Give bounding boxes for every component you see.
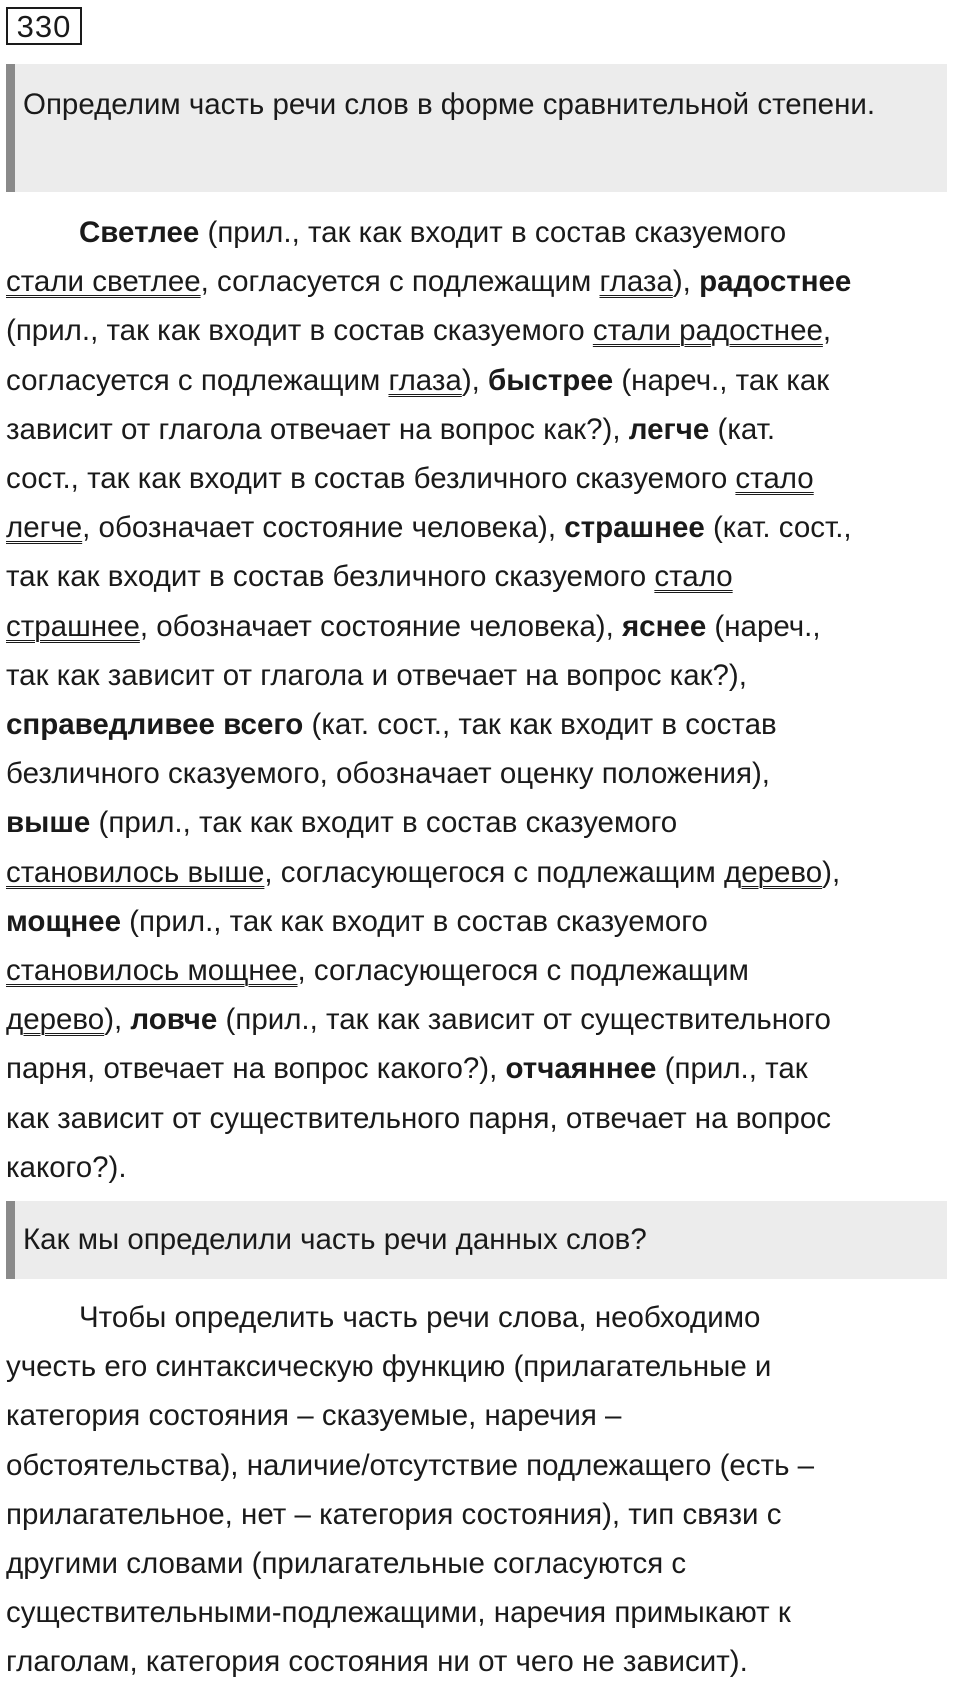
text-run: ), <box>461 363 489 397</box>
answer-2-paragraph <box>6 1293 954 1687</box>
underlined-predicate: глаза <box>599 265 673 299</box>
text-run: зависит от глагола отвечает на вопрос как?), <box>6 412 629 446</box>
answer-2-line: существительными-подлежащими, наречия примыкают к <box>6 1596 791 1630</box>
text-run: (прил., так как зависит от существительного <box>217 1003 831 1037</box>
answer-1-line <box>6 848 954 897</box>
answer-2-line: Чтобы определить часть речи слова, необходимо <box>79 1301 761 1334</box>
answer-1-line <box>6 1044 954 1093</box>
answer-1-paragraph <box>6 208 954 1192</box>
underlined-predicate: дерево <box>723 855 823 889</box>
text-run: (прил., так как входит в состав сказуемого <box>120 904 708 938</box>
text-run: (прил., так как входит в состав сказуемого <box>90 806 678 840</box>
task-number: 330 <box>6 7 82 45</box>
text-run: как зависит от существительного парня, отвечает на вопрос <box>6 1101 831 1135</box>
answer-1-line <box>6 700 954 749</box>
text-run: согласуется с подлежащим <box>6 363 389 397</box>
text-run: ), <box>672 265 700 299</box>
text-run: (кат. <box>709 412 776 446</box>
text-run: , обозначает состояние человека), <box>139 609 622 643</box>
bold-term: выше <box>6 806 91 840</box>
text-run: безличного сказуемого, обозначает оценку положения), <box>6 757 770 791</box>
text-run: сост., так как входит в состав безличного сказуемого <box>6 462 736 496</box>
answer-1-line <box>6 651 954 700</box>
bold-term: ловче <box>130 1003 218 1037</box>
answer-2-line: другими словами (прилагательные согласуются с <box>6 1547 687 1581</box>
question-banner-2 <box>6 1201 947 1279</box>
text-run: , согласующегося с подлежащим <box>297 954 749 988</box>
text-run: (кат. сост., так как входит в состав <box>303 708 777 742</box>
answer-1-line <box>6 306 954 355</box>
text-run: , согласуется с подлежащим <box>200 265 600 299</box>
answer-1-line <box>6 552 954 601</box>
bold-term: мощнее <box>6 904 121 938</box>
underlined-predicate: стали светлее <box>6 265 201 299</box>
answer-1-line <box>6 208 954 257</box>
bold-term: легче <box>628 412 710 446</box>
underlined-predicate: дерево <box>6 1003 105 1037</box>
answer-1-line <box>6 1094 954 1143</box>
bold-term: справедливее всего <box>6 708 304 742</box>
answer-1-line <box>6 798 954 847</box>
answer-1-line <box>6 257 954 306</box>
text-run: парня, отвечает на вопрос какого?), <box>6 1052 506 1086</box>
answer-2-line: категория состояния – сказуемые, наречия – <box>6 1399 622 1433</box>
text-run: (прил., так <box>656 1052 808 1086</box>
underlined-predicate: становилось мощнее <box>6 954 298 988</box>
answer-2-line: учесть его синтаксическую функцию (прилагательные и <box>6 1350 772 1384</box>
answer-2-line: прилагательное, нет – категория состояния), тип связи с <box>6 1497 782 1531</box>
text-run: ), <box>822 855 841 889</box>
text-run: (прил., так как входит в состав сказуемого <box>199 216 787 249</box>
underlined-predicate: глаза <box>388 363 462 397</box>
text-run: , согласующегося с подлежащим <box>264 855 724 889</box>
question-2-text: Как мы определили часть речи данных слов? <box>23 1223 647 1256</box>
answer-1-line <box>6 454 954 503</box>
text-run: ), <box>104 1003 131 1037</box>
text-run: так как зависит от глагола и отвечает на вопрос как?), <box>6 658 747 692</box>
text-run: какого?). <box>6 1150 127 1184</box>
answer-1-line <box>6 897 954 946</box>
answer-1-line <box>6 946 954 995</box>
underlined-predicate: становилось выше <box>6 855 265 889</box>
text-run: , обозначает состояние человека), <box>82 511 565 545</box>
text-run: (прил., так как входит в состав сказуемого <box>6 314 593 348</box>
answer-1-line <box>6 1143 954 1192</box>
answer-1-line <box>6 749 954 798</box>
answer-1-line <box>6 995 954 1044</box>
underlined-predicate: стало <box>654 560 733 594</box>
bold-term: быстрее <box>488 363 614 397</box>
underlined-predicate: стали радостнее <box>592 314 823 348</box>
text-run: (нареч., так как <box>613 363 830 397</box>
bold-term: Светлее <box>79 216 200 249</box>
answer-2-line: глаголам, категория состояния ни от чего не зависит). <box>6 1645 748 1679</box>
underlined-predicate: стало <box>735 462 814 496</box>
bold-term: отчаяннее <box>505 1052 657 1086</box>
bold-term: страшнее <box>564 511 705 545</box>
question-1-text: Определим часть речи слов в форме сравнительной степени. <box>23 88 876 121</box>
answer-1-line <box>6 602 954 651</box>
underlined-predicate: легче <box>6 511 83 545</box>
answer-1-line <box>6 356 954 405</box>
underlined-predicate: страшнее <box>6 609 140 643</box>
question-banner-1 <box>6 64 947 192</box>
text-run: так как входит в состав безличного сказуемого <box>6 560 655 594</box>
text-run: , <box>822 314 832 348</box>
answer-2-line: обстоятельства), наличие/отсутствие подлежащего (есть – <box>6 1448 815 1482</box>
bold-term: радостнее <box>699 265 852 299</box>
answer-1-line <box>6 405 954 454</box>
bold-term: яснее <box>621 609 707 643</box>
answer-1-line <box>6 503 954 552</box>
text-run: (нареч., <box>706 609 821 643</box>
text-run: (кат. сост., <box>704 511 852 545</box>
